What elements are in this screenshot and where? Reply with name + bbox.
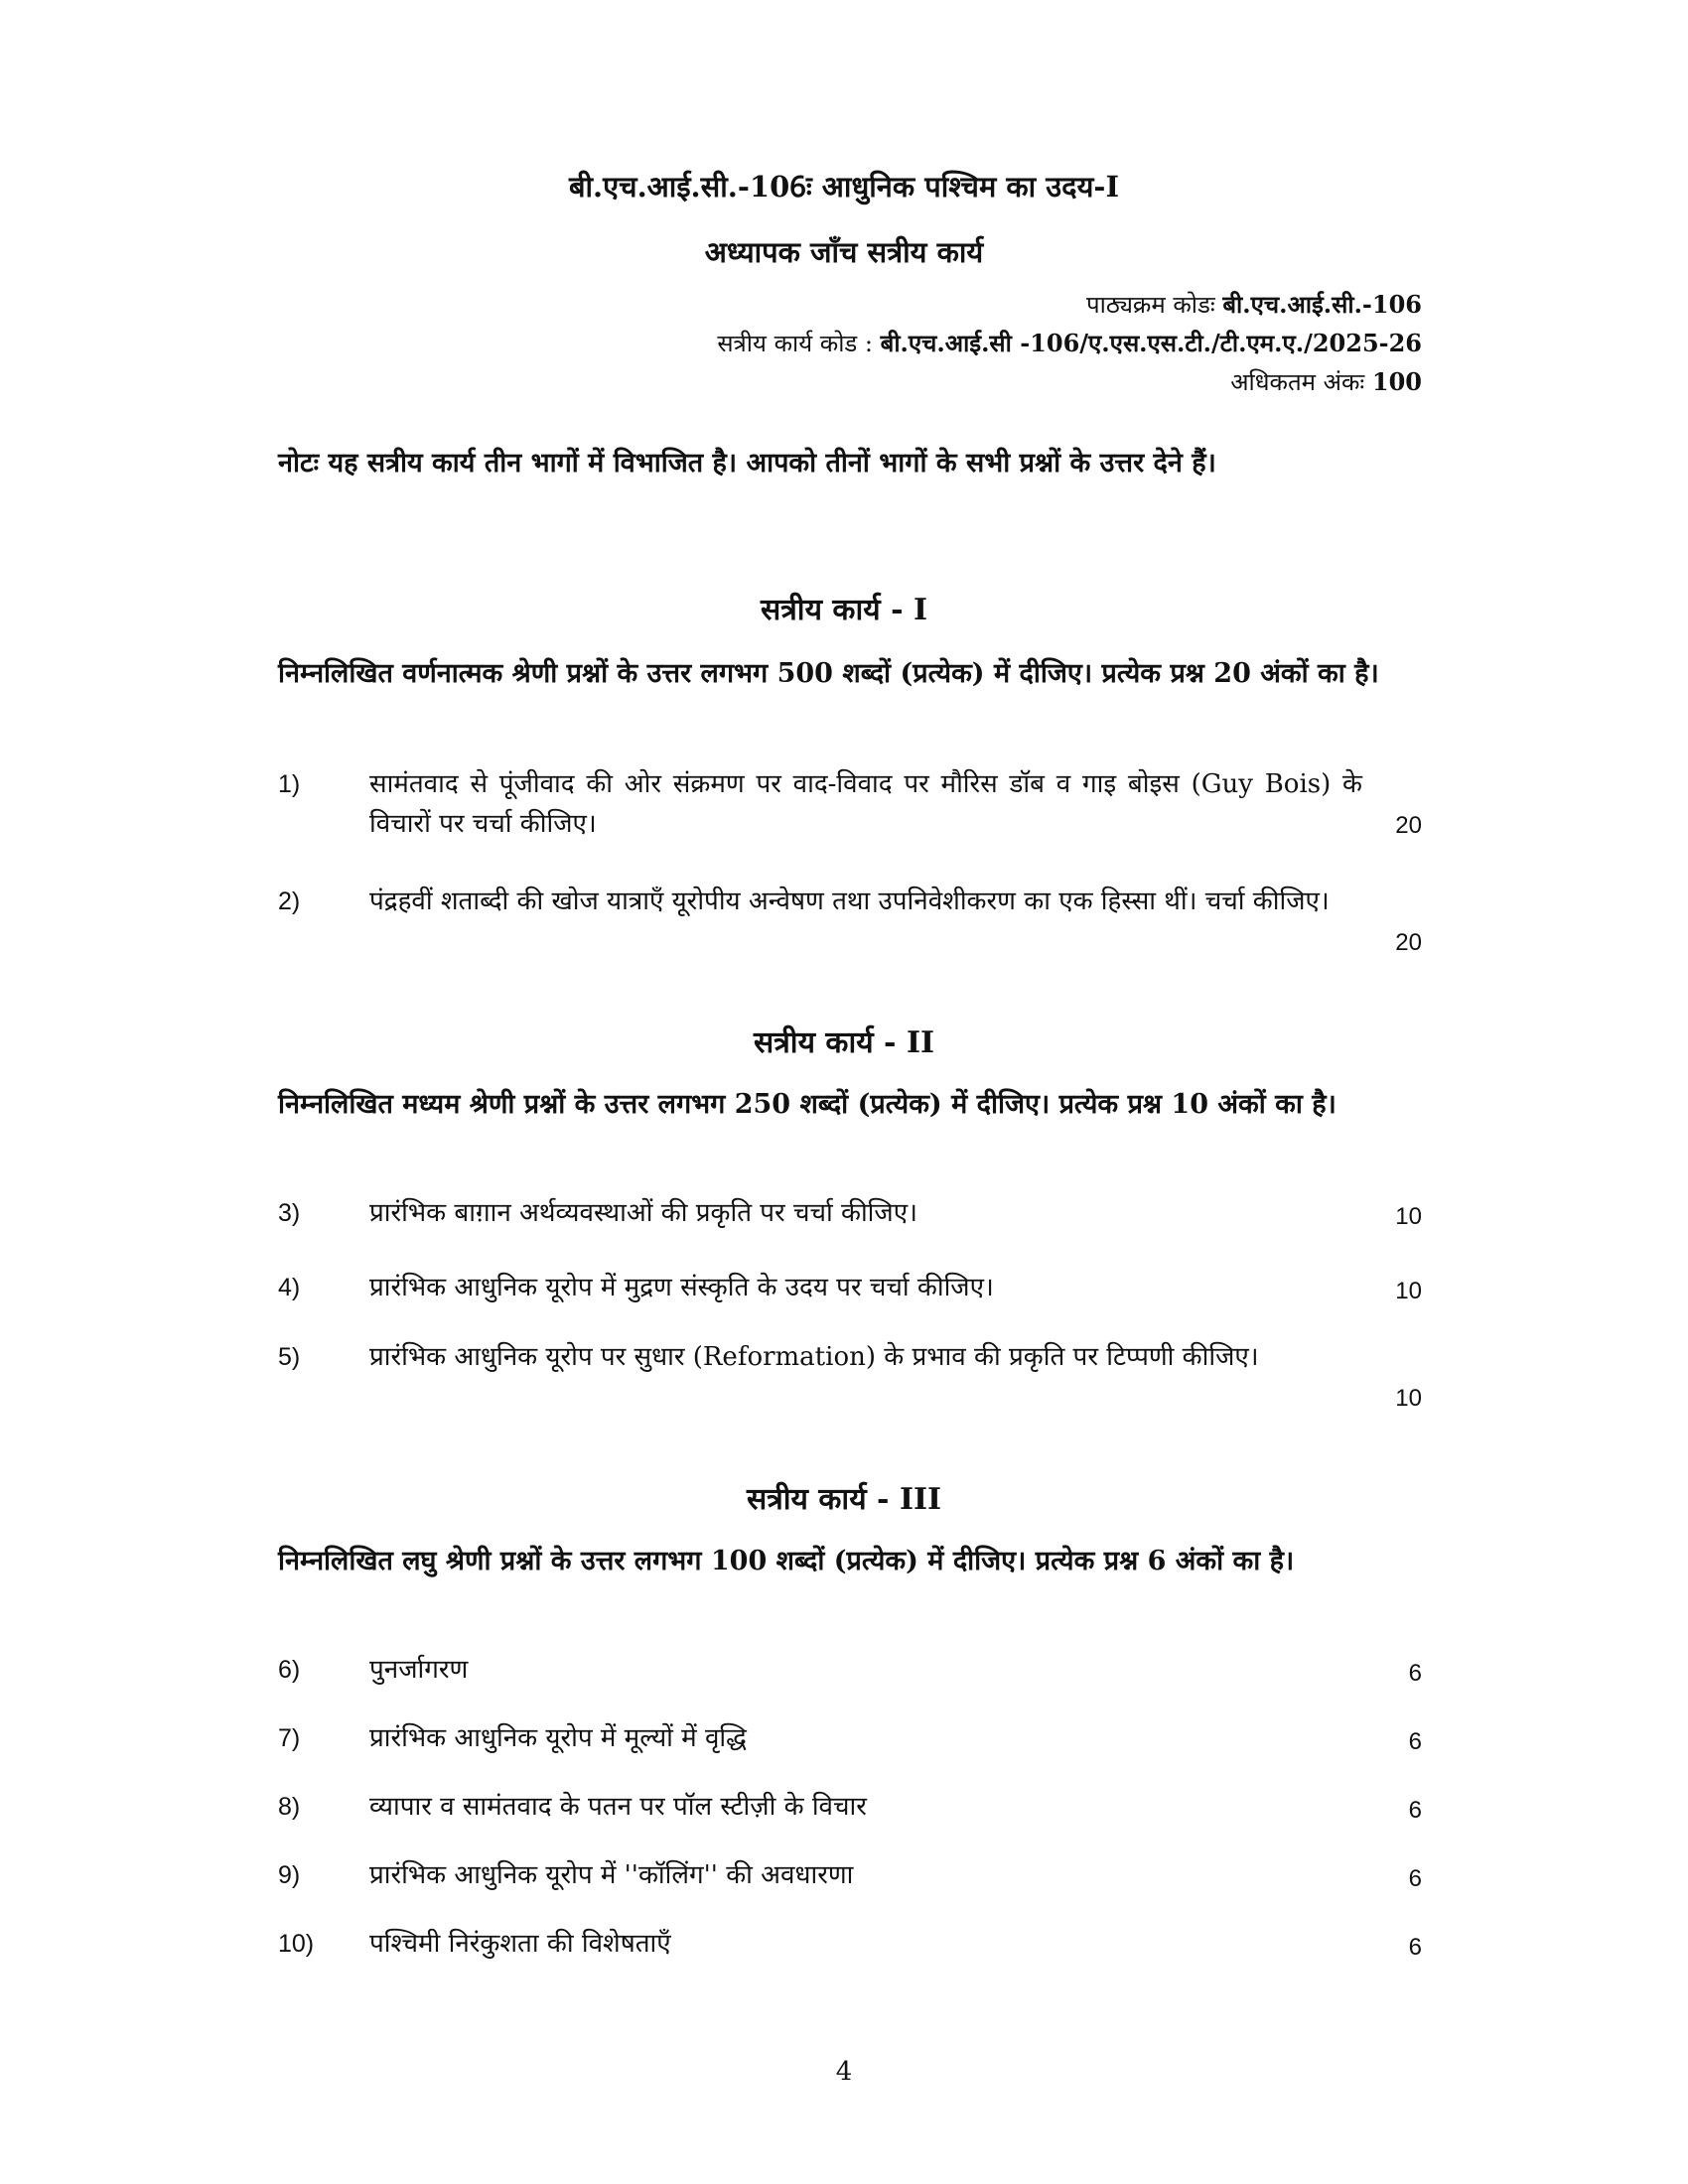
- question-number: 9): [278, 1861, 301, 1889]
- question-marks: 6: [1408, 1797, 1422, 1824]
- question-text: पश्चिमी निरंकुशता की विशेषताएँ: [369, 1929, 671, 1959]
- question-number: 3): [278, 1199, 301, 1227]
- section-instruction-2: निम्नलिखित मध्यम श्रेणी प्रश्नों के उत्तर लगभग 250 शब्दों (प्रत्येक) में दीजिए। प्रत्येक प्रश्न 10 अंकों का है।: [278, 1089, 1336, 1120]
- question-number: 7): [278, 1724, 301, 1752]
- question-item: [278, 1787, 1422, 1827]
- section-instruction-3: निम्नलिखित लघु श्रेणी प्रश्नों के उत्तर लगभग 100 शब्दों (प्रत्येक) में दीजिए। प्रत्येक प्रश्न 6 अंकों का है।: [278, 1546, 1295, 1576]
- question-number: 2): [278, 887, 301, 915]
- question-text: प्रारंभिक आधुनिक यूरोप में मूल्यों में वृद्धि: [369, 1723, 747, 1753]
- question-text: प्रारंभिक आधुनिक यूरोप में ''कॉलिंग'' की अवधारणा: [369, 1860, 854, 1890]
- question-marks: 6: [1408, 1865, 1422, 1892]
- page-number: 4: [835, 2057, 853, 2087]
- section-heading-3: सत्रीय कार्य - III: [746, 1482, 942, 1517]
- question-text: व्यापार व सामंतवाद के पतन पर पॉल स्टीज़ी के विचार: [369, 1792, 867, 1822]
- question-item: [278, 1855, 1422, 1895]
- section-heading-2: सत्रीय कार्य - II: [753, 1025, 935, 1060]
- question-text: पंद्रहवीं शताब्दी की खोज यात्राएँ यूरोपीय अन्वेषण तथा उपनिवेशीकरण का एक हिस्सा थीं। चर्चा कीजिए।: [369, 887, 1330, 916]
- assignment-note: नोटः यह सत्रीय कार्य तीन भागों में विभाजित है। आपको तीनों भागों के सभी प्रश्नों के उत्तर देने हैं।: [278, 448, 1216, 478]
- question-number: 5): [278, 1343, 301, 1371]
- document-title: बी.एच.आई.सी.-106ः आधुनिक पश्चिम का उदय-I: [568, 170, 1120, 204]
- question-item: [278, 1924, 1422, 1964]
- question-text: प्रारंभिक आधुनिक यूरोप पर सुधार (Reformation) के प्रभाव की प्रकृति पर टिप्पणी कीजिए।: [369, 1342, 1259, 1372]
- question-number: 6): [278, 1656, 301, 1684]
- question-item: [278, 1650, 1422, 1690]
- max-marks-label: अधिकतम अंकः: [1230, 368, 1365, 396]
- course-code-line: [1086, 288, 1422, 321]
- question-item: [278, 1268, 1422, 1307]
- question-item: [278, 882, 1422, 961]
- question-text: प्रारंभिक बाग़ान अर्थव्यवस्थाओं की प्रकृति पर चर्चा कीजिए।: [369, 1198, 917, 1228]
- course-code: बी.एच.आई.सी.-106: [1222, 290, 1422, 319]
- question-text: प्रारंभिक आधुनिक यूरोप में मुद्रण संस्कृति के उदय पर चर्चा कीजिए।: [369, 1273, 994, 1302]
- question-number: 8): [278, 1793, 301, 1821]
- question-marks: 6: [1408, 1728, 1422, 1755]
- question-marks: 6: [1408, 1934, 1422, 1961]
- document-subtitle: अध्यापक जाँच सत्रीय कार्य: [704, 235, 984, 269]
- question-text: पुनर्जागरण: [369, 1655, 469, 1685]
- question-item: [278, 764, 1422, 844]
- question-item: [278, 1337, 1422, 1417]
- question-marks: 10: [1395, 1203, 1422, 1230]
- question-number: 10): [278, 1930, 315, 1958]
- section-instruction-1: निम्नलिखित वर्णनात्मक श्रेणी प्रश्नों के उत्तर लगभग 500 शब्दों (प्रत्येक) में दीजिए। प्रत्येक प्रश्न 20 अंकों का है।: [278, 658, 1379, 689]
- assignment-code-line: [717, 327, 1422, 359]
- question-number: 1): [278, 770, 301, 798]
- question-marks: 10: [1395, 1385, 1422, 1412]
- question-text: सामंतवाद से पूंजीवाद की ओर संक्रमण पर वाद-विवाद पर मौरिस डॉब व गाइ बोइस (Guy Bois) के विचारों पर चर्चा कीजिए।: [369, 769, 1362, 839]
- question-number: 4): [278, 1274, 301, 1301]
- max-marks: 100: [1371, 367, 1422, 396]
- question-marks: 20: [1395, 812, 1422, 839]
- assignment-code-label: सत्रीय कार्य कोड :: [717, 330, 873, 357]
- section-heading-1: सत्रीय कार्य - I: [760, 593, 928, 627]
- course-code-label: पाठ्यक्रम कोडः: [1085, 291, 1215, 319]
- question-marks: 20: [1395, 929, 1422, 956]
- question-marks: 6: [1408, 1660, 1422, 1687]
- question-marks: 10: [1395, 1278, 1422, 1304]
- question-item: [278, 1193, 1422, 1233]
- question-item: [278, 1718, 1422, 1758]
- assignment-code: बी.एच.आई.सी -106/ए.एस.एस.टी./टी.एम.ए./2025-26: [880, 329, 1422, 357]
- max-marks-line: [1230, 365, 1422, 398]
